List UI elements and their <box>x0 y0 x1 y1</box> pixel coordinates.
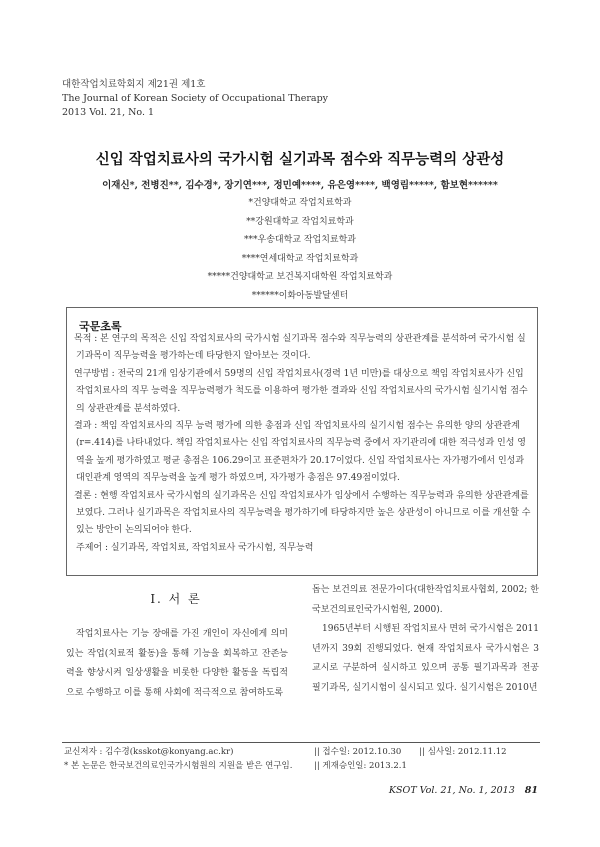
abstract-results: 결과 : 책임 작업치료사의 직무 능력 평가에 의한 총점과 신입 작업치료사의 실기시험 점수는 유의한 양의 상관관계(r=.414)를 나타내었다. 책임 작업치료사는 신입 작업치료사의 직무능력 중에서 자기관리에 대한 적극성과 인성 영역을 높게 평가하였고 평균 총점은 106.29이고 표준편차가 20.17이었다. 신입 작업치료사는 자가평가에서 인성과 대인관계 영역의 직무능력을 높게 평가 하였으며, 자가평가 총점은 97.49점이었다. <box>74 421 526 484</box>
footnote-divider <box>62 742 540 743</box>
affiliation-item: *건양대학교 작업치료학과 <box>248 198 352 208</box>
page-footer <box>389 785 538 796</box>
journal-header <box>62 78 328 120</box>
received-date: || 접수일: 2012.10.30 <box>314 747 402 757</box>
abstract-purpose: 목적 : 본 연구의 목적은 신입 작업치료사의 국가시험 실기과목 점수와 직무능력의 상관관계를 분석하여 국가시험 실기과목이 직무능력을 평가하는데 타당한지 알아보는 것이다. <box>74 334 526 362</box>
abstract-keywords: 주제어 : 실기과목, 작업치료, 작업치료사 국가시험, 직무능력 <box>76 543 314 553</box>
abstract-conclusion: 결론 : 현행 작업치료사 국가시험의 실기과목은 신입 작업치료사가 임상에서 수행하는 직무능력과 유의한 상관관계를 보였다. 그러나 실기과목은 작업치료사의 직무능력을 평가하기에 타당하지만 높은 상관성이 아니므로 이를 개선할 수 있는 방안이 논의되어야 한다. <box>74 490 531 536</box>
intro-paragraph-continued: 돕는 보건의료 전문가이다(대한작업치료사협회, 2002; 한국보건의료인국가시험원, 2000). <box>312 585 539 615</box>
corresponding-author: 교신저자 : 김수경(ksskot@konyang.ac.kr) <box>64 747 234 757</box>
abstract-methods: 연구방법 : 전국의 21개 임상기관에서 59명의 신입 작업치료사(경력 1년 미만)를 대상으로 책임 작업치료사가 신입 작업치료사의 직무 능력을 직무능력평가 척도를 이용하여 평가한 결과와 신입 작업치료사의 국가시험 실기시험 점수의 상관관계를 분석하였다. <box>74 368 528 414</box>
introduction-right-column <box>312 581 539 698</box>
introduction-left-column: 작업치료사는 기능 장애를 가진 개인이 자신에게 의미 있는 작업(치료적 활동)을 통해 기능을 회복하고 잔존능력을 향상시켜 일상생활을 비롯한 다양한 활동을 독립적으로 수행하고 이를 통해 사회에 적극적으로 참여하도록 <box>66 629 288 698</box>
affiliation-item: ****연세대학교 작업치료학과 <box>241 253 359 264</box>
journal-name-english: The Journal of Korean Society of Occupational Therapy <box>62 93 329 104</box>
affiliation-item: ***우송대학교 작업치료학과 <box>244 235 356 245</box>
funding-note: * 본 논문은 한국보건의료인국가시험원의 지원을 받은 연구임. <box>64 761 293 771</box>
review-date: || 심사일: 2012.11.12 <box>419 747 507 757</box>
author-list: 이재신*, 전병진**, 김수경*, 장기연***, 정민예****, 유은영****, 백영림*****, 함보현****** <box>102 180 498 191</box>
journal-reference: KSOT Vol. 21, No. 1, 2013 <box>388 785 515 796</box>
paper-title: 신입 작업치료사의 국가시험 실기과목 점수와 직무능력의 상관성 <box>95 151 505 168</box>
section-heading-introduction: Ⅰ. 서 론 <box>150 592 202 606</box>
footnote-left <box>64 745 314 773</box>
affiliation-item: *****건양대학교 보건복지대학원 작업치료학과 <box>207 272 393 282</box>
abstract-body <box>76 331 532 540</box>
affiliation-item: ******이화아동발달센터 <box>251 290 349 301</box>
abstract-heading: 국문초록 <box>79 320 122 333</box>
accepted-date: || 게재승인일: 2013.2.1 <box>314 761 407 771</box>
footnote-dates <box>314 745 540 773</box>
journal-volume: 2013 Vol. 21, No. 1 <box>62 107 155 118</box>
affiliation-item: **강원대학교 작업치료학과 <box>246 216 354 227</box>
affiliation-list <box>0 194 600 305</box>
page-number: 81 <box>524 785 538 796</box>
intro-paragraph-exam-history: 1965년부터 시행된 작업치료사 면허 국가시험은 2011년까지 39회 진행되었다. 현재 작업치료사 국가시험은 3교시로 구분하여 실시하고 있으며 공통 필기과목과 전공 필기과목, 실기시험이 실시되고 있다. 실기시험은 2010년 <box>312 624 539 693</box>
journal-name-korean: 대한작업치료학회지 제21권 제1호 <box>62 79 206 90</box>
